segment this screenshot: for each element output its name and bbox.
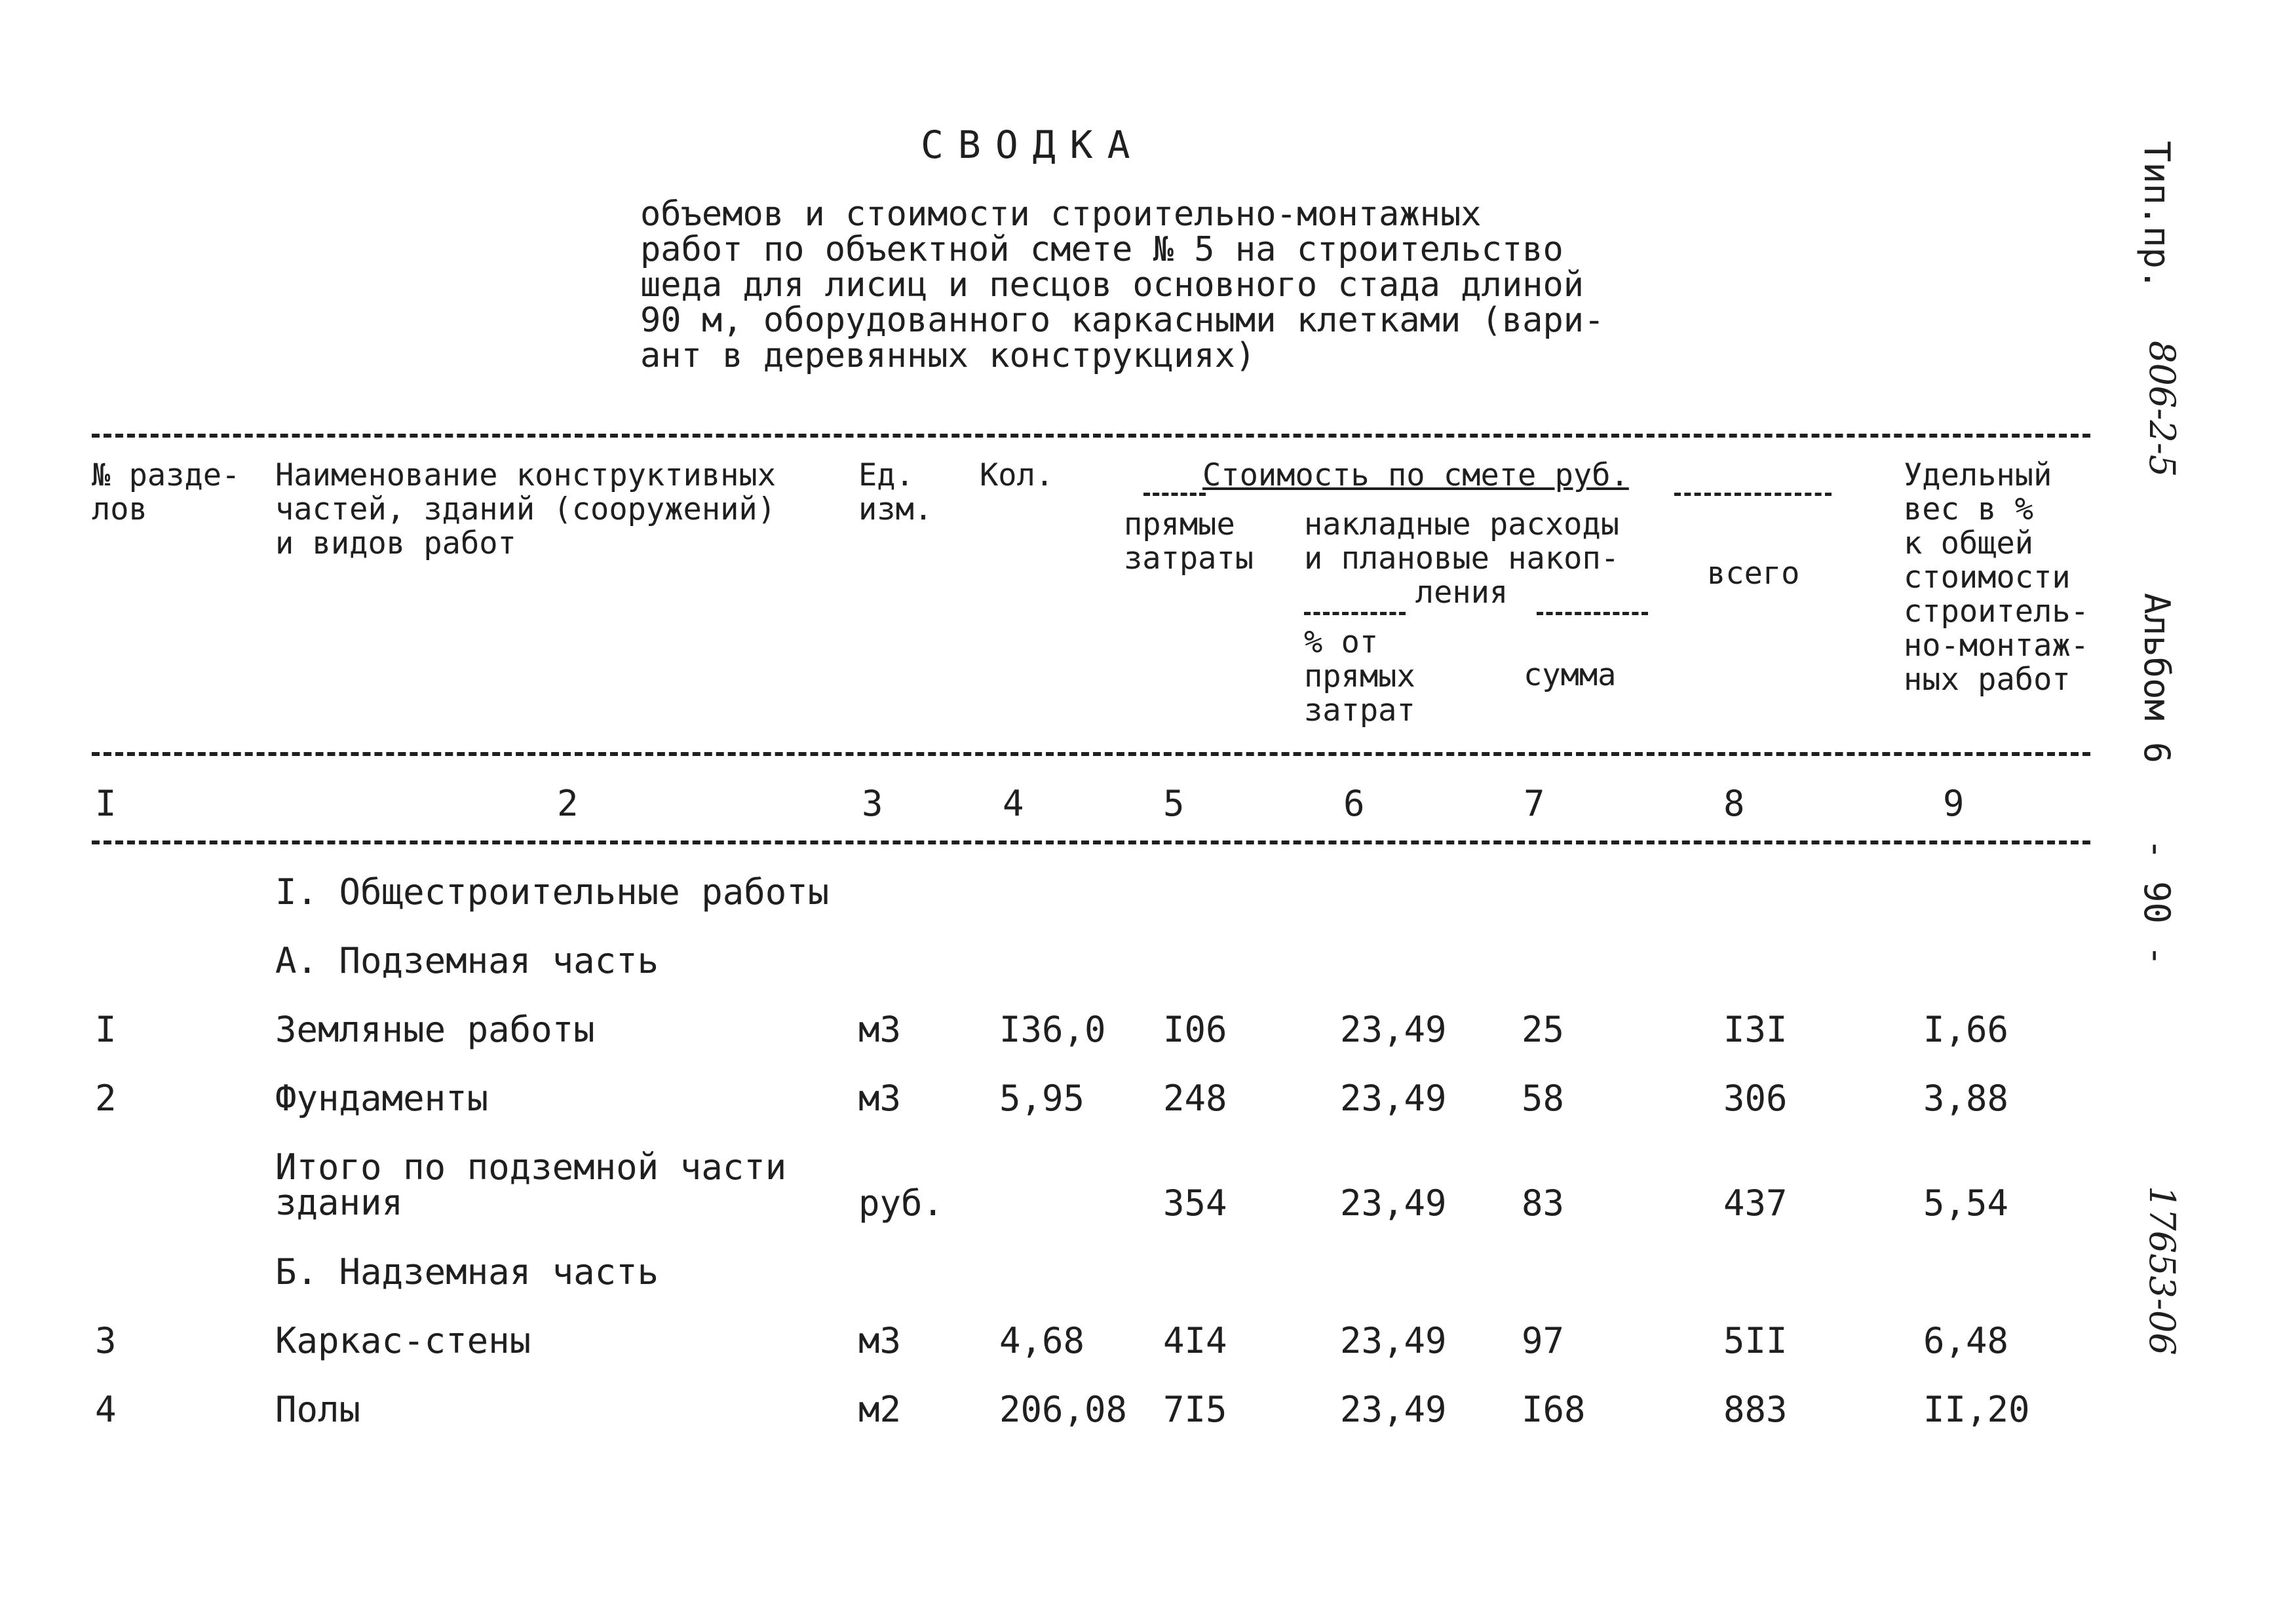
row-total: 306: [1723, 1078, 1788, 1119]
row-share-percent: 3,88: [1923, 1078, 2009, 1119]
header-quantity: Кол.: [980, 457, 1054, 493]
cost-group-rule-right: [1674, 493, 1832, 496]
margin-document-number: 17653-06: [2141, 1186, 2183, 1355]
row-quantity: 206,08: [999, 1389, 1128, 1430]
row-item-name: Полы: [275, 1389, 361, 1430]
margin-page-number: - 90 -: [2136, 839, 2177, 967]
row-overhead-sum: 83: [1522, 1182, 1565, 1224]
row-quantity: I36,0: [999, 1009, 1106, 1050]
row-total: I3I: [1723, 1009, 1788, 1050]
header-item-name: Наименование конструктивных частей, зданий (сооружений) и видов работ: [275, 457, 777, 561]
row-unit: руб.: [858, 1182, 944, 1224]
row-share-percent: I,66: [1923, 1009, 2009, 1050]
column-number-3: 3: [862, 783, 883, 824]
column-number-7: 7: [1524, 783, 1545, 824]
row-number: I: [95, 1009, 117, 1050]
row-direct-costs: 248: [1163, 1078, 1227, 1119]
row-item-name: Фундаменты: [275, 1078, 489, 1119]
column-numbers-bottom-rule: [92, 840, 2090, 844]
row-unit: м3: [858, 1009, 902, 1050]
row-quantity: 5,95: [999, 1078, 1085, 1119]
section-aboveground: Б. Надземная часть: [275, 1251, 659, 1293]
row-total: 883: [1723, 1389, 1788, 1430]
header-direct-costs: прямые затраты: [1124, 506, 1254, 576]
header-share-percent: Удельный вес в % к общей стоимости строитель- но-монтаж- ных работ: [1904, 457, 2089, 698]
column-number-8: 8: [1723, 783, 1745, 824]
document-subtitle: объемов и стоимости строительно-монтажных работ по объектной смете № 5 на строительство шеда для лисиц и песцов основного стада длиной 90 м, оборудованного каркасными клетками (вари- ант в деревянных конструкциях): [640, 195, 1605, 375]
document-title: СВОДКА: [921, 123, 1145, 167]
row-unit: м3: [858, 1320, 902, 1361]
row-direct-costs: 354: [1163, 1182, 1227, 1224]
margin-project-code: 806-2-5: [2141, 341, 2183, 478]
header-section-number: № разде- лов: [92, 457, 240, 527]
row-overhead-sum: I68: [1522, 1389, 1586, 1430]
cost-group-rule-left: [1143, 493, 1206, 496]
row-direct-costs: I06: [1163, 1009, 1227, 1050]
header-cost-group: Стоимость по смете руб.: [1202, 457, 1629, 493]
column-number-6: 6: [1343, 783, 1365, 824]
section-general-works: I. Общестроительные работы: [275, 871, 830, 913]
row-overhead-sum: 58: [1522, 1078, 1565, 1119]
row-number: 2: [95, 1078, 117, 1119]
margin-ref: Тип.пр.: [2136, 141, 2177, 290]
row-item-name: Итого по подземной части здания: [275, 1146, 787, 1223]
row-direct-costs: 4I4: [1163, 1320, 1227, 1361]
header-overhead-sum: сумма: [1524, 657, 1617, 693]
row-number: 4: [95, 1389, 117, 1430]
section-underground: А. Подземная часть: [275, 940, 659, 981]
row-direct-costs: 7I5: [1163, 1389, 1227, 1430]
row-overhead-percent: 23,49: [1340, 1182, 1447, 1224]
column-number-1: I: [95, 783, 117, 824]
row-overhead-percent: 23,49: [1340, 1078, 1447, 1119]
header-overhead-percent: % от прямых затрат: [1304, 624, 1415, 728]
overhead-group-rule-left: [1304, 612, 1406, 615]
margin-album: Альбом 6: [2136, 593, 2177, 764]
row-overhead-percent: 23,49: [1340, 1320, 1447, 1361]
row-overhead-sum: 25: [1522, 1009, 1565, 1050]
row-item-name: Земляные работы: [275, 1009, 595, 1050]
row-total: 5II: [1723, 1320, 1788, 1361]
row-overhead-percent: 23,49: [1340, 1009, 1447, 1050]
header-bottom-rule: [92, 752, 2090, 756]
column-number-4: 4: [1003, 783, 1024, 824]
column-number-2: 2: [557, 783, 579, 824]
column-number-9: 9: [1943, 783, 1965, 824]
row-overhead-percent: 23,49: [1340, 1389, 1447, 1430]
column-number-5: 5: [1163, 783, 1185, 824]
row-total: 437: [1723, 1182, 1788, 1224]
row-item-name: Каркас-стены: [275, 1320, 531, 1361]
header-total: всего: [1707, 556, 1800, 592]
header-overhead-group: накладные расходы и плановые накоп- ления: [1304, 506, 1620, 611]
row-unit: м3: [858, 1078, 902, 1119]
table-top-rule: [92, 434, 2090, 438]
overhead-group-rule-right: [1537, 612, 1648, 615]
row-unit: м2: [858, 1389, 902, 1430]
row-share-percent: 6,48: [1923, 1320, 2009, 1361]
header-unit: Ед. изм.: [858, 457, 933, 527]
row-number: 3: [95, 1320, 117, 1361]
row-share-percent: 5,54: [1923, 1182, 2009, 1224]
row-overhead-sum: 97: [1522, 1320, 1565, 1361]
row-share-percent: II,20: [1923, 1389, 2030, 1430]
row-quantity: 4,68: [999, 1320, 1085, 1361]
